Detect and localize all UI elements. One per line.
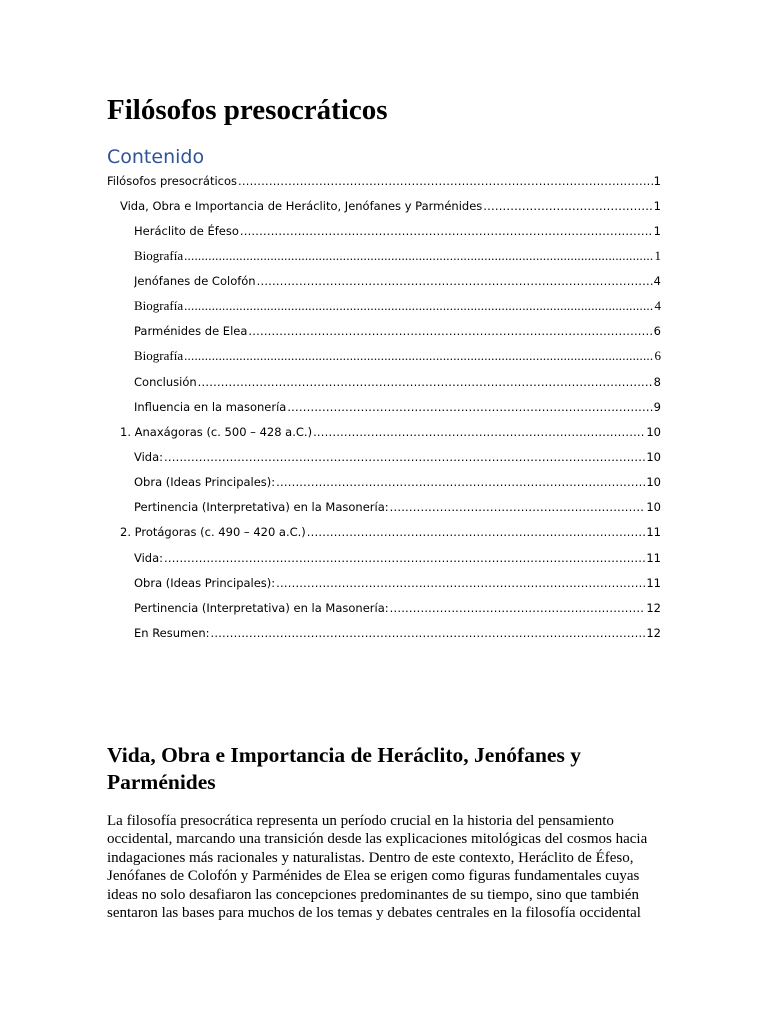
toc-entry-page: 12 [646,601,661,615]
toc-entry-page: 1 [653,174,661,188]
toc-entry[interactable] [134,371,661,393]
toc-entry-page: 10 [646,500,661,514]
toc-entry-page: 8 [653,375,661,389]
toc-entry-text: Filósofos presocráticos [107,174,237,188]
document-title: Filósofos presocráticos [107,94,388,126]
toc-entry[interactable] [134,295,661,317]
toc-entry-page: 9 [653,400,661,414]
toc-entry-text: En Resumen: [134,626,210,640]
toc-entry-page: 11 [646,525,661,539]
toc-entry-text: Obra (Ideas Principales): [134,576,276,590]
toc-entry[interactable] [134,597,661,619]
toc-entry[interactable] [134,396,661,418]
toc-entry-text: Pertinencia (Interpretativa) en la Masonería: [134,601,389,615]
toc-entry-text: Biografía [134,348,184,363]
toc-entry-text: Biografía [134,248,184,263]
toc-entry-page: 10 [646,425,661,439]
toc-entry-text: 2. Protágoras (c. 490 – 420 a.C.) [120,525,306,539]
toc-entry-text: Vida, Obra e Importancia de Heráclito, Jenófanes y Parménides [120,199,483,213]
toc-entry-text: Biografía [134,298,184,313]
toc-entry-text: Parménides de Elea [134,324,248,338]
section-heading: Vida, Obra e Importancia de Heráclito, Jenófanes y Parménides [107,743,581,794]
toc-entry[interactable] [134,547,661,569]
toc-entry-text: Pertinencia (Interpretativa) en la Masonería: [134,500,389,514]
toc-entry[interactable] [134,471,661,493]
toc-entry[interactable] [134,220,661,242]
toc-entry-page: 1 [653,199,661,213]
toc-entry[interactable] [120,521,661,543]
toc-entry-page: 1 [654,248,661,263]
toc-entry[interactable] [120,195,661,217]
toc-entry-text: Obra (Ideas Principales): [134,475,276,489]
toc-entry-text: Influencia en la masonería [134,400,287,414]
toc-entry[interactable] [134,446,661,468]
toc-entry[interactable] [107,170,661,192]
toc-entry[interactable] [134,320,661,342]
toc-entry[interactable] [134,345,661,367]
toc-entry-page: 6 [653,324,661,338]
toc-entry-text: 1. Anaxágoras (c. 500 – 428 a.C.) [120,425,313,439]
toc-entry-page: 4 [654,298,661,313]
toc-entry-text: Vida: [134,551,164,565]
toc-entry-page: 10 [646,475,661,489]
toc-entry-page: 12 [646,626,661,640]
toc-entry-text: Jenófanes de Colofón [134,274,256,288]
toc-entry-text: Conclusión [134,375,197,389]
toc-entry-page: 11 [646,551,661,565]
toc-entry[interactable] [134,496,661,518]
toc-entry-page: 4 [653,274,661,288]
toc-entry-page: 10 [646,450,661,464]
toc-entry[interactable] [134,270,661,292]
toc-entry-text: Vida: [134,450,164,464]
toc-entry-page: 6 [654,348,661,363]
toc-entry-page: 1 [653,224,661,238]
toc-entry[interactable] [120,421,661,443]
body-paragraph: La filosofía presocrática representa un período crucial en la historia del pensamiento occidental, marcando una transición desde las explicaciones mitológicas del cosmos hacia indagaciones más racionales y naturalistas. Dentro de este contexto, Heráclito de Éfeso, Jenófanes de Colofón y Parménides de Elea se erigen como figuras fundamentales cuyas ideas no solo desafiaron las concepciones predominantes de su tiempo, sino que también sentaron las bases para muchos de los temas y debates centrales en la filosofía occidental [107,813,648,922]
toc-entry[interactable] [134,572,661,594]
toc-entry[interactable] [134,245,661,267]
toc-entry-page: 11 [646,576,661,590]
toc-entry[interactable] [134,622,661,644]
toc-heading: Contenido [107,146,205,168]
toc-entry-text: Heráclito de Éfeso [134,224,239,238]
